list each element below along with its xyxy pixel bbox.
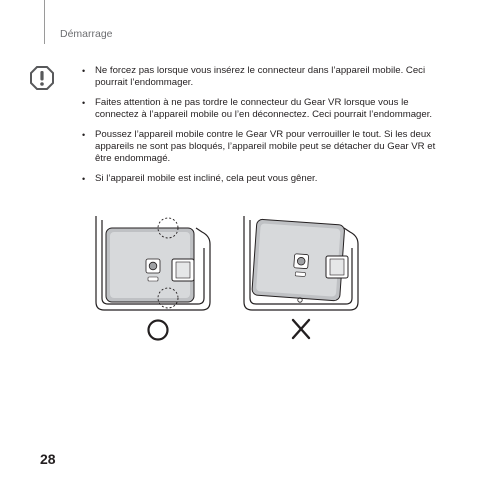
incorrect-cross-mark [293,320,309,338]
note-item [82,173,442,185]
note-text: Ne forcez pas lorsque vous insérez le connecteur dans l’appareil mobile. Ceci pourrait l’endommager. [95,65,426,89]
note-item [82,65,442,90]
note-text: Poussez l’appareil mobile contre le Gear VR pour verrouiller le tout. Si les deux appareils ne sont pas bloqués, l’appareil mobile peut se détacher du Gear VR et être endommagé. [95,128,436,165]
camera-flash [295,272,305,277]
note-item [82,129,442,166]
camera-lens [149,262,157,270]
correct-circle-mark [149,321,168,340]
page-number: 28 [40,451,56,467]
header-rule [44,0,45,44]
caution-icon [30,66,54,90]
lock-tab [326,256,348,278]
note-text: Si l’appareil mobile est incliné, cela peut vous gêner. [95,172,318,184]
correct-insertion-illustration [92,214,214,354]
note-item [82,97,442,122]
camera-flash [148,277,158,281]
camera-lens [297,257,305,265]
incorrect-insertion-illustration [240,214,362,354]
section-title: Démarrage [60,28,113,40]
note-text: Faites attention à ne pas tordre le connecteur du Gear VR lorsque vous le connectez à l’appareil mobile ou l’en déconnectez. Ceci pourrait l’endommager. [95,96,433,121]
lock-tab [172,259,194,281]
caution-notes [82,65,442,192]
